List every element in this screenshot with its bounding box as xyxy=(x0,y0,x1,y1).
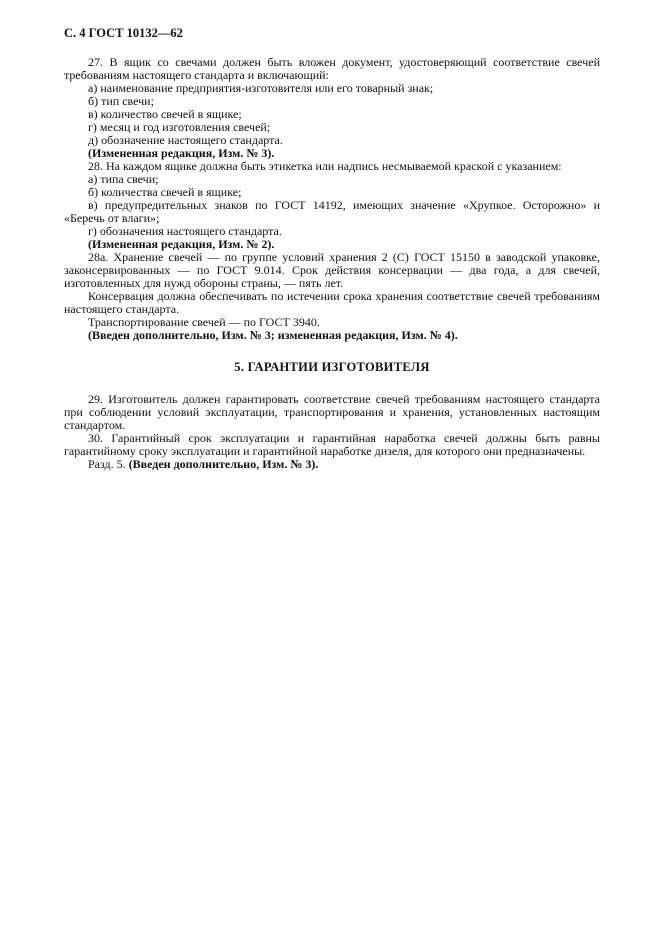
item-28a-transport: Транспортирование свечей — по ГОСТ 3940. xyxy=(88,315,320,329)
section-5-footer xyxy=(64,458,600,471)
item-28-amendment-note: (Измененная редакция, Изм. № 2). xyxy=(88,237,275,251)
item-28: 28. На каждом ящике должна быть этикетка или надпись несмываемой краской с указанием: xyxy=(88,159,562,173)
item-28-list-b: б) количества свечей в ящике; xyxy=(88,185,242,199)
item-28-list-a: а) типа свечи; xyxy=(88,172,159,186)
page-header: С. 4 ГОСТ 10132—62 xyxy=(64,26,183,40)
item-27-list-c: в) количество свечей в ящике; xyxy=(88,107,242,121)
section-5-footer-prefix: Разд. 5. xyxy=(88,457,126,471)
item-28a-amendment-note: (Введен дополнительно, Изм. № 3; измененная редакция, Изм. № 4). xyxy=(88,328,458,342)
section-5-title: 5. ГАРАНТИИ ИЗГОТОВИТЕЛЯ xyxy=(234,360,430,374)
item-27-list-e: д) обозначение настоящего стандарта. xyxy=(88,133,283,147)
item-27: 27. В ящик со свечами должен быть вложен документ, удостоверяющий соответствие свечей требованиям настоящего стандарта и включающий: xyxy=(64,55,600,82)
item-27-list-d: г) месяц и год изготовления свечей; xyxy=(88,120,271,134)
item-28a: 28а. Хранение свечей — по группе условий хранения 2 (С) ГОСТ 15150 в заводской упаковке, законсервированных — по ГОСТ 9.014. Срок действия консервации — два года, а для свечей, изготовленных для нужд обороны страны, — пять лет. xyxy=(64,250,600,290)
item-28a-conservation: Консервация должна обеспечивать по истечении срока хранения соответствие свечей требованиям настоящего стандарта. xyxy=(64,289,600,316)
item-27-amendment-note: (Измененная редакция, Изм. № 3). xyxy=(88,146,275,160)
item-29: 29. Изготовитель должен гарантировать соответствие свечей требованиям настоящего стандарта при соблюдении условий эксплуатации, транспортирования и хранения, установленных настоящим стандартом. xyxy=(64,392,600,432)
item-27-list-a: а) наименование предприятия-изготовителя или его товарный знак; xyxy=(88,81,434,95)
item-27-list-b: б) тип свечи; xyxy=(88,94,154,108)
item-28-list-d: г) обозначения настоящего стандарта. xyxy=(88,224,282,238)
item-30: 30. Гарантийный срок эксплуатации и гарантийная наработка свечей должны быть равны гарантийному сроку эксплуатации и гарантийной наработке дизеля, для которого они предназначены. xyxy=(64,431,600,458)
section-5-footer-note: (Введен дополнительно, Изм. № 3). xyxy=(128,457,319,471)
document-body xyxy=(64,56,600,471)
item-28-list-c: в) предупредительных знаков по ГОСТ 14192, имеющих значение «Хрупкое. Осторожно» и «Беречь от влаги»; xyxy=(64,198,600,225)
